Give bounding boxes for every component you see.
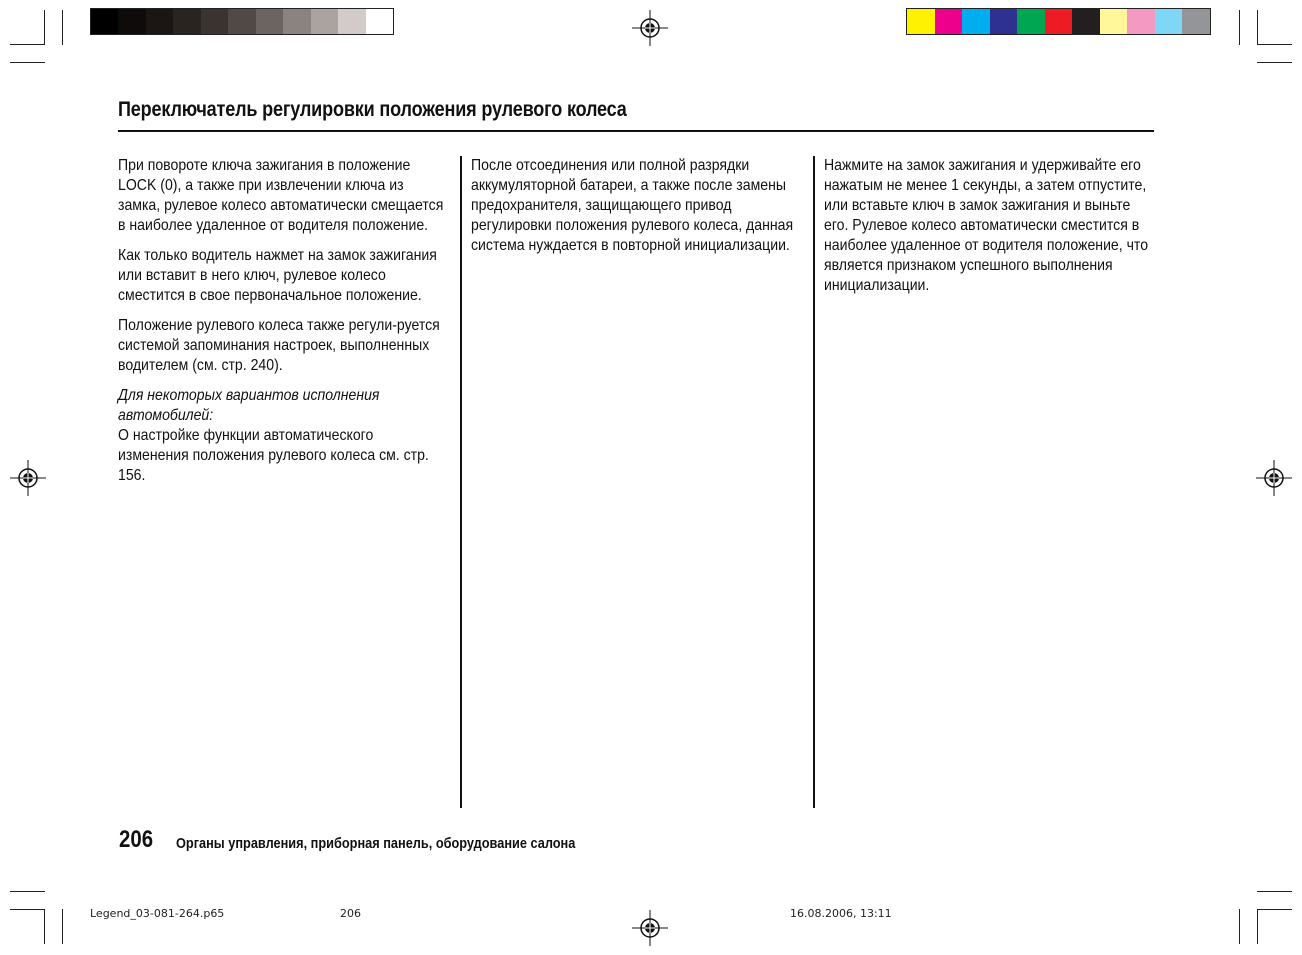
color-swatch (1017, 9, 1045, 34)
color-swatch (1127, 9, 1155, 34)
slug-datetime: 16.08.2006, 13:11 (790, 907, 892, 920)
paragraph: Как только водитель нажмет на замок зажигания или вставит в него ключ, рулевое колесо сместится в свое первоначальное положение. (118, 247, 437, 304)
color-swatch (1100, 9, 1128, 34)
color-swatch (907, 9, 935, 34)
paragraph: Нажмите на замок зажигания и удерживайте его нажатым не менее 1 секунды, а затем отпустите, или вставьте ключ в замок зажигания и выньте его. Рулевое колесо автоматически сместится в наиболее удаленное от водителя положение, что является признаком успешного выполнения инициализации. (824, 157, 1149, 294)
color-swatch (1045, 9, 1073, 34)
registration-mark-bottom-icon (632, 910, 668, 946)
color-swatch (935, 9, 963, 34)
text-column-2 (471, 156, 801, 266)
title-divider (118, 130, 1154, 132)
color-swatch (338, 9, 365, 34)
paragraph: О настройке функции автоматического изменения положения рулевого колеса см. стр. 156. (118, 427, 429, 484)
color-swatch (228, 9, 255, 34)
color-swatch (256, 9, 283, 34)
column-divider (460, 156, 462, 808)
color-swatch (990, 9, 1018, 34)
paragraph: После отсоединения или полной разрядки аккумуляторной батареи, а также после замены предохранителя, защищающего привод регулировки положения рулевого колеса, данная система нуждается в повторной инициализации. (471, 157, 794, 254)
color-swatch (366, 9, 393, 34)
color-swatch (1072, 9, 1100, 34)
paragraph: Положение рулевого колеса также регули-руется системой запоминания настроек, выполненных водителем (см. стр. 240). (118, 317, 440, 374)
color-swatch (91, 9, 118, 34)
italic-note: Для некоторых вариантов исполнения автомобилей: (118, 387, 380, 424)
registration-mark-top-icon (632, 10, 668, 46)
color-swatch (118, 9, 145, 34)
slug-page: 206 (340, 907, 361, 920)
section-name: Органы управления, приборная панель, оборудование салона (176, 835, 576, 852)
slug-filename: Legend_03-081-264.p65 (90, 907, 225, 920)
registration-mark-right-icon (1256, 460, 1292, 496)
color-swatch (311, 9, 338, 34)
color-swatch (146, 9, 173, 34)
color-swatch (1182, 9, 1210, 34)
color-swatch (283, 9, 310, 34)
paragraph: При повороте ключа зажигания в положение LOCK (0), а также при извлечении ключа из замка, рулевое колесо автоматически смещается в наиболее удаленное от водителя положение. (118, 157, 444, 234)
grayscale-color-bar (90, 8, 394, 35)
text-column-1 (118, 156, 448, 496)
color-swatch (962, 9, 990, 34)
page-title: Переключатель регулировки положения рулевого колеса (118, 98, 627, 121)
color-swatch (1155, 9, 1183, 34)
process-color-bar (906, 8, 1211, 35)
registration-mark-left-icon (10, 460, 46, 496)
text-column-3 (824, 156, 1154, 306)
page-number: 206 (119, 826, 154, 853)
color-swatch (201, 9, 228, 34)
color-swatch (173, 9, 200, 34)
column-divider (813, 156, 815, 808)
